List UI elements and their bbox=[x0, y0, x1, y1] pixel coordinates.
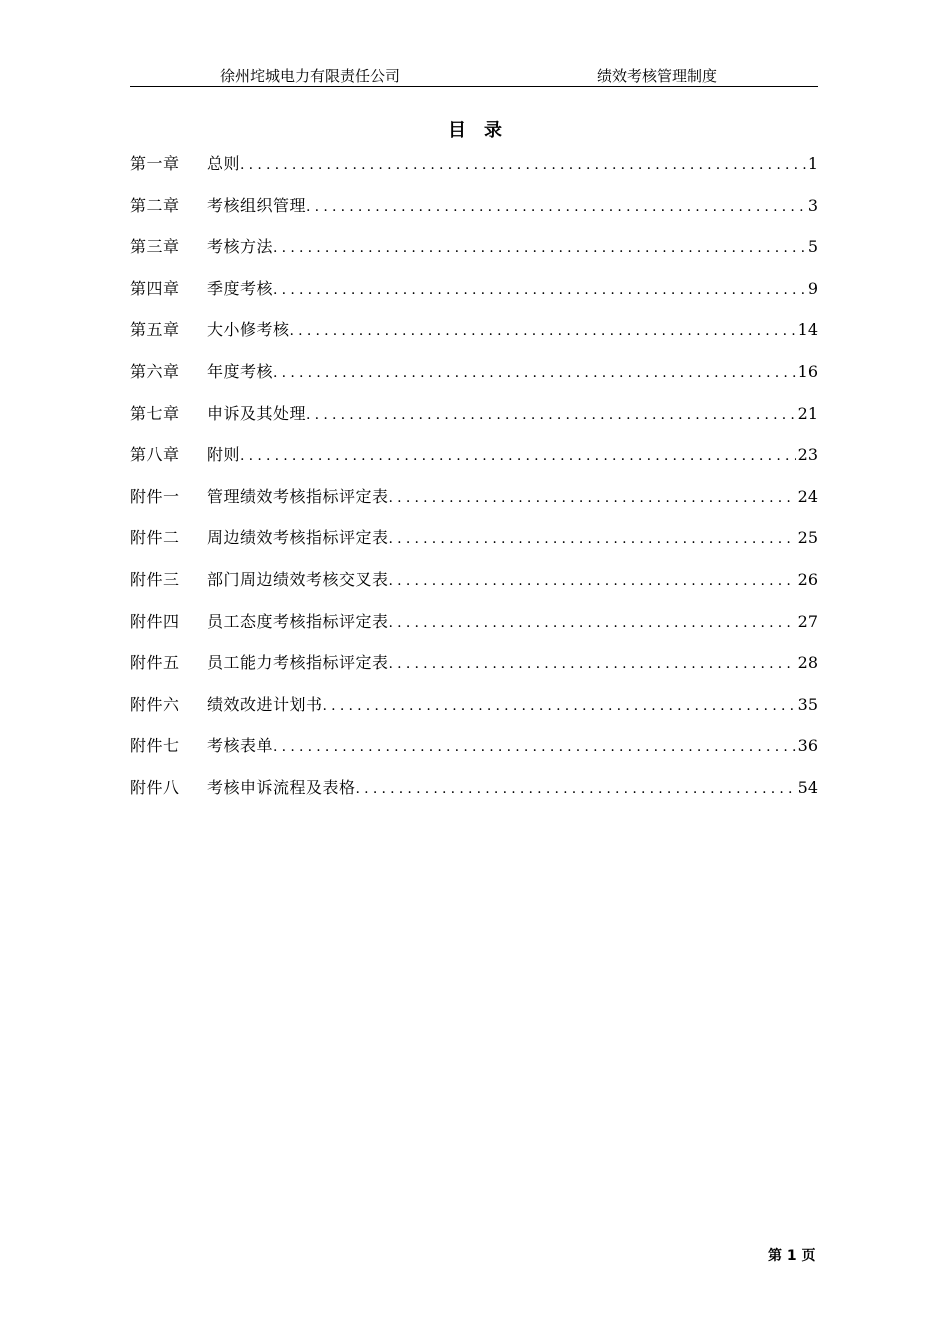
toc-entry[interactable] bbox=[130, 774, 818, 816]
toc-entry[interactable] bbox=[130, 316, 818, 358]
toc-entry-page: 27 bbox=[797, 611, 818, 631]
toc-entry-label: 第二章 bbox=[130, 195, 180, 215]
toc-entry-title: 员工态度考核指标评定表 bbox=[207, 611, 389, 631]
toc-entry-page: 14 bbox=[797, 320, 818, 340]
toc-entry[interactable] bbox=[130, 649, 818, 691]
toc-entry-title: 周边绩效考核指标评定表 bbox=[207, 528, 389, 548]
toc-entry-title: 考核申诉流程及表格 bbox=[207, 777, 356, 797]
toc-entry[interactable] bbox=[130, 441, 818, 483]
toc-entry[interactable] bbox=[130, 483, 818, 525]
toc-entry[interactable] bbox=[130, 732, 818, 774]
toc-entry-title: 附则 bbox=[207, 445, 241, 465]
toc-entry-title: 管理绩效考核指标评定表 bbox=[207, 486, 389, 506]
toc-entry-page: 1 bbox=[807, 154, 818, 173]
dot-leader bbox=[306, 193, 806, 221]
toc-entry-page: 25 bbox=[797, 528, 818, 548]
toc-entry-page: 23 bbox=[797, 445, 818, 465]
dot-leader bbox=[273, 733, 796, 761]
dot-leader bbox=[273, 234, 806, 262]
toc-heading: 目录 bbox=[448, 120, 520, 141]
toc-entry-label: 附件三 bbox=[130, 569, 180, 589]
toc-entry-label: 第六章 bbox=[130, 361, 180, 381]
toc-entry-label: 第一章 bbox=[130, 154, 180, 173]
page-number bbox=[768, 1246, 816, 1266]
page-header bbox=[130, 66, 818, 86]
toc-entry-page: 3 bbox=[807, 195, 818, 215]
dot-leader bbox=[389, 484, 796, 512]
dot-leader bbox=[389, 609, 796, 637]
toc-entry[interactable] bbox=[130, 524, 818, 566]
toc-entry[interactable] bbox=[130, 608, 818, 650]
toc-entry-title: 考核方法 bbox=[207, 237, 274, 257]
toc-entry-label: 第三章 bbox=[130, 237, 180, 257]
toc-entry-label: 附件八 bbox=[130, 777, 180, 797]
toc-entry-page: 5 bbox=[807, 237, 818, 257]
toc-entry-page: 54 bbox=[797, 777, 818, 797]
toc-entry[interactable] bbox=[130, 691, 818, 733]
page-number-label: 第 1 页 bbox=[768, 1248, 816, 1264]
dot-leader bbox=[389, 650, 796, 678]
toc-entry[interactable] bbox=[130, 275, 818, 317]
toc-entry-label: 附件六 bbox=[130, 694, 180, 714]
dot-leader bbox=[356, 775, 796, 803]
toc-entry-title: 总则 bbox=[207, 154, 241, 173]
dot-leader bbox=[240, 442, 796, 470]
toc-entry-page: 24 bbox=[797, 486, 818, 506]
toc-entry-title: 申诉及其处理 bbox=[207, 403, 307, 423]
toc-entry[interactable] bbox=[130, 192, 818, 234]
toc-entry-label: 第五章 bbox=[130, 320, 180, 340]
toc-entry-label: 附件七 bbox=[130, 736, 180, 756]
toc-entry-label: 附件四 bbox=[130, 611, 180, 631]
dot-leader bbox=[389, 567, 796, 595]
toc-entry[interactable] bbox=[130, 358, 818, 400]
toc-entry-title: 考核组织管理 bbox=[207, 195, 307, 215]
dot-leader bbox=[240, 151, 806, 179]
toc-entry[interactable] bbox=[130, 150, 818, 192]
dot-leader bbox=[323, 692, 796, 720]
toc-entry-page: 21 bbox=[797, 403, 818, 423]
header-divider bbox=[130, 86, 818, 87]
toc-entry[interactable] bbox=[130, 233, 818, 275]
document-title: 绩效考核管理制度 bbox=[597, 67, 718, 85]
toc-entry[interactable] bbox=[130, 566, 818, 608]
toc-entry-title: 考核表单 bbox=[207, 736, 274, 756]
table-of-contents bbox=[130, 150, 818, 816]
dot-leader bbox=[306, 401, 796, 429]
toc-entry-label: 第四章 bbox=[130, 278, 180, 298]
toc-entry-title: 季度考核 bbox=[207, 278, 274, 298]
toc-entry-label: 附件五 bbox=[130, 653, 180, 673]
toc-entry-label: 附件二 bbox=[130, 528, 180, 548]
toc-entry-title: 员工能力考核指标评定表 bbox=[207, 653, 389, 673]
toc-entry-page: 28 bbox=[797, 653, 818, 673]
toc-entry-title: 绩效改进计划书 bbox=[207, 694, 323, 714]
toc-entry-page: 16 bbox=[797, 361, 818, 381]
dot-leader bbox=[389, 525, 796, 553]
toc-entry-title: 大小修考核 bbox=[207, 320, 290, 340]
toc-entry-page: 9 bbox=[807, 278, 818, 298]
toc-entry-page: 35 bbox=[797, 694, 818, 714]
toc-entry-page: 26 bbox=[797, 569, 818, 589]
toc-entry-label: 第八章 bbox=[130, 445, 180, 465]
toc-entry-label: 第七章 bbox=[130, 403, 180, 423]
toc-entry-title: 部门周边绩效考核交叉表 bbox=[207, 569, 389, 589]
dot-leader bbox=[273, 359, 796, 387]
dot-leader bbox=[290, 317, 796, 345]
toc-entry-title: 年度考核 bbox=[207, 361, 274, 381]
company-name: 徐州垞城电力有限责任公司 bbox=[220, 67, 401, 85]
dot-leader bbox=[273, 276, 806, 304]
toc-entry-label: 附件一 bbox=[130, 486, 180, 506]
toc-entry[interactable] bbox=[130, 400, 818, 442]
toc-entry-page: 36 bbox=[797, 736, 818, 756]
